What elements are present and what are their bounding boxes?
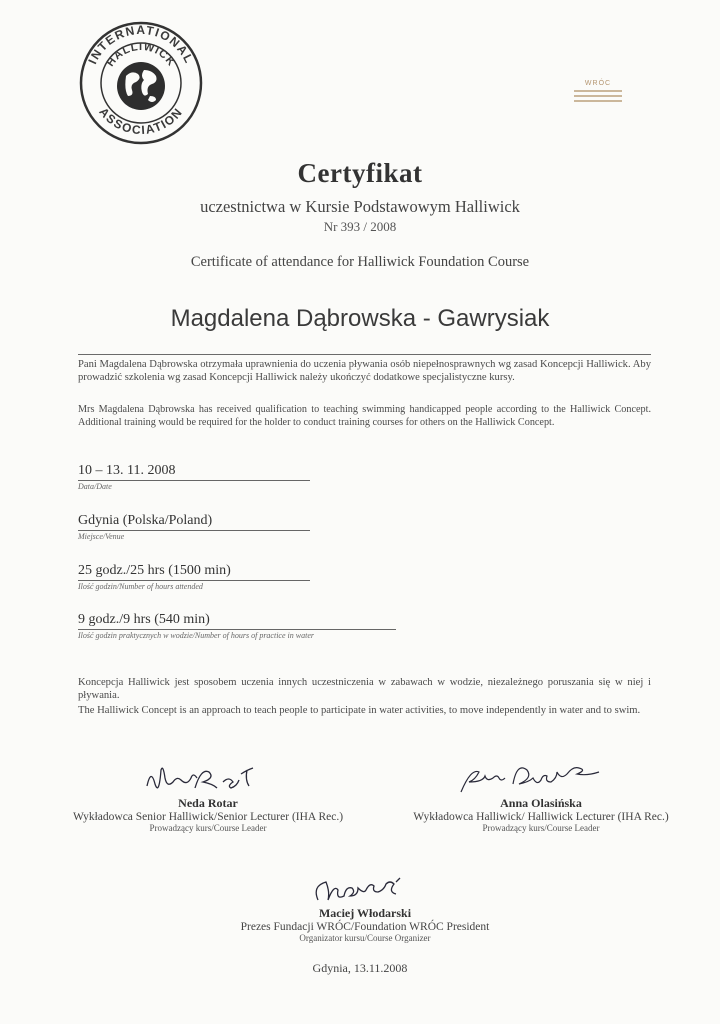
certificate-english-title: Certificate of attendance for Halliwick Foundation Course (190, 254, 530, 270)
wroc-foundation-mark (568, 80, 628, 120)
venue-value: Gdynia (Polska/Poland) (78, 513, 213, 528)
halliwick-association-logo (78, 20, 204, 146)
place-and-date: Gdynia, 13.11.2008 (312, 961, 408, 975)
recipient-name: Magdalena Dąbrowska - Gawrysiak (170, 305, 550, 332)
handwritten-signature-left (133, 762, 283, 796)
handwritten-signature-right (441, 762, 641, 796)
practice-hours-value: 9 godz./9 hrs (540 min) (78, 612, 210, 627)
date-field (78, 463, 310, 491)
qualification-text-polish: Pani Magdalena Dąbrowska otrzymała uprawnienia do uczenia pływania osób niepełnosprawnych wg zasad Koncepcji Halliwick. Aby prowadzić szkolenia wg zasad Koncepcji Halliwick należy ukończyć dodatkowe specjalistyczne kursy. (78, 359, 651, 383)
signatory-role-right: Wykładowca Halliwick/ Halliwick Lecturer (IHA Rec.) (413, 811, 669, 823)
certificate-number: Nr 393 / 2008 (323, 219, 397, 234)
practice-hours-label: Ilość godzin praktycznych w wodzie/Number of hours of practice in water (78, 631, 314, 640)
hours-label: Ilość godzin/Number of hours attended (78, 582, 203, 591)
qualification-text-english: Mrs Magdalena Dąbrowska has received qualification to teaching swimming handicapped people according to the Halliwick Concept. Additional training would be required for the holder to conduct training courses for others on the Halliwick Concept. (78, 404, 651, 428)
handwritten-signature-bottom (300, 872, 430, 906)
signatory-role-bottom: Prezes Fundacji WRÓC/Foundation WRÓC President (240, 921, 490, 933)
svg-text:ASSOCIATION: ASSOCIATION (96, 104, 186, 138)
signatory-function-bottom: Organizator kursu/Course Organizer (299, 933, 431, 943)
hours-rule (78, 580, 310, 581)
signature-block-left (38, 762, 378, 833)
concept-text-english: The Halliwick Concept is an approach to teach people to participate in water activities, to move independently in water and to swim. (78, 705, 641, 716)
venue-rule (78, 530, 310, 531)
concept-text-polish: Koncepcja Halliwick jest sposobem uczenia innych uczestniczenia w zabawach w wodzie, niezależnego poruszania się w niej i pływania. (78, 677, 651, 701)
signature-block-right (376, 762, 706, 833)
practice-hours-rule (78, 629, 396, 630)
venue-label: Miejsce/Venue (78, 532, 125, 541)
signature-block-bottom (200, 872, 530, 943)
venue-field (78, 513, 310, 541)
certificate-subtitle: uczestnictwa w Kursie Podstawowym Halliwick (200, 197, 520, 216)
signatory-function-right: Prowadzący kurs/Course Leader (482, 823, 600, 833)
date-value: 10 – 13. 11. 2008 (78, 463, 176, 478)
svg-text:HALLIWICK: HALLIWICK (104, 40, 178, 69)
recipient-name-rule (78, 354, 651, 355)
certificate-title: Certyfikat (297, 158, 423, 188)
logo-ring-top: INTERNATIONAL (85, 23, 197, 67)
signatory-name-right: Anna Olasińska (500, 796, 582, 810)
signatory-name-left: Neda Rotar (178, 796, 238, 810)
date-rule (78, 480, 310, 481)
date-label: Data/Date (78, 482, 112, 491)
hours-value: 25 godz./25 hrs (1500 min) (78, 563, 231, 578)
globe-icon (117, 62, 165, 110)
practice-hours-field (78, 612, 396, 640)
signatory-role-left: Wykładowca Senior Halliwick/Senior Lecturer (IHA Rec.) (72, 811, 344, 823)
wroc-mark-lines (574, 90, 622, 105)
hours-field (78, 563, 310, 591)
signatory-function-left: Prowadzący kurs/Course Leader (149, 823, 267, 833)
wroc-mark-text: WRÓC (584, 80, 612, 87)
signatory-name-bottom: Maciej Włodarski (318, 906, 412, 920)
